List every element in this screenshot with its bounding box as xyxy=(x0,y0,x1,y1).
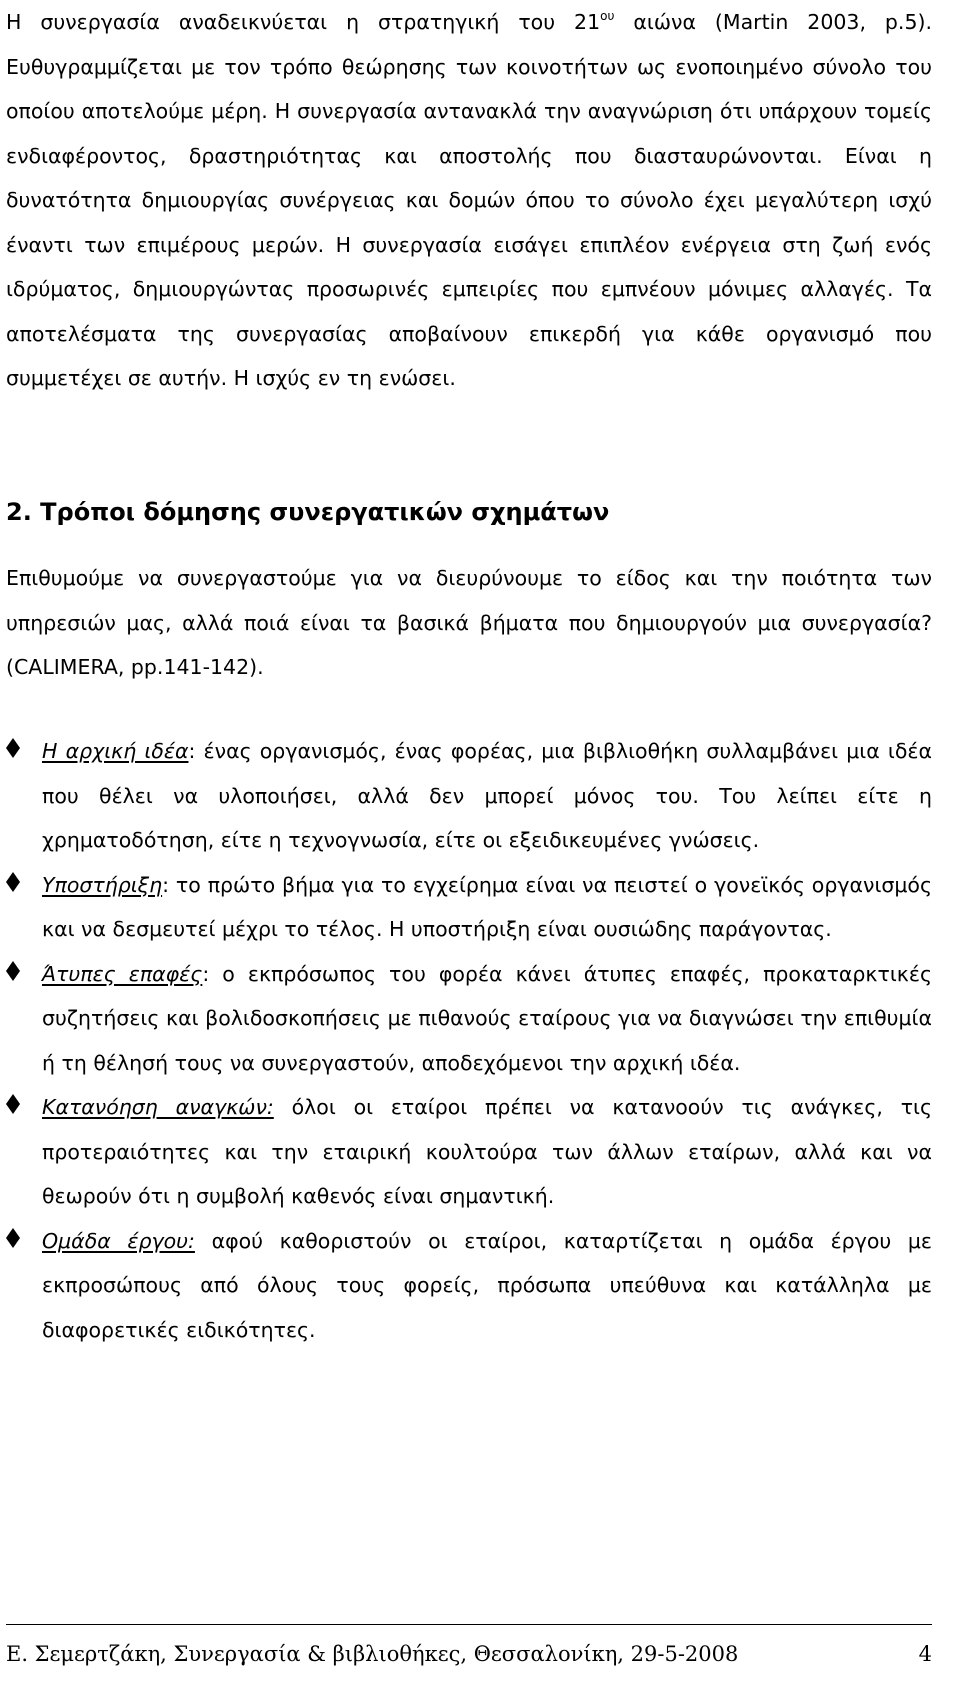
step-description: όλοι οι εταίροι πρέπει να κατανοούν τις ανάγκες, τις προτεραιότητες και την εταιρική κουλτούρα των άλλων εταίρων, αλλά και να θεωρούν ότι η συμβολή καθενός είναι σημαντική. xyxy=(42,1095,933,1208)
step-term: Ομάδα έργου: xyxy=(42,1228,195,1253)
step-term: Η αρχική ιδέα xyxy=(42,739,189,763)
steps-list xyxy=(0,729,960,1352)
page-number: 4 xyxy=(918,1642,932,1666)
step-term: Κατανόηση αναγκών: xyxy=(42,1095,274,1119)
step-description: : ένας οργανισμός, ένας φορέας, μια βιβλιοθήκη συλλαμβάνει μια ιδέα που θέλει να υλοποιήσει, αλλά δεν μπορεί μόνος του. Του λείπει είτε η χρηματοδότηση, είτε η τεχνογνωσία, είτε οι εξειδικευμένες γνώσεις. xyxy=(42,739,932,852)
diamond-bullet-icon xyxy=(6,872,20,892)
footer-rule xyxy=(6,1624,932,1625)
step-description: : ο εκπρόσωπος του φορέα κάνει άτυπες επαφές, προκαταρκτικές συζητήσεις και βολιδοσκοπήσεις με πιθανούς εταίρους για να διαγνώσει την επιθυμία ή τη θέλησή τους να συνεργαστούν, αποδεχόμενοι την αρχική ιδέα. xyxy=(42,961,932,1075)
ordinal-superscript: ου xyxy=(600,9,615,23)
diamond-bullet-icon xyxy=(6,1228,20,1248)
diamond-bullet-icon xyxy=(6,738,20,758)
diamond-bullet-icon xyxy=(6,961,20,981)
section-heading: 2. Τρόποι δόμησης συνεργατικών σχημάτων xyxy=(6,498,610,526)
section-paragraph: Επιθυμούμε να συνεργαστούμε για να διευρύνουμε το είδος και την ποιότητα των υπηρεσιών μας, αλλά ποιά είναι τα βασικά βήματα που δημιουργούν μια συνεργασία? (CALIMERA, pp.141-142). xyxy=(6,566,932,679)
diamond-bullet-icon xyxy=(6,1094,20,1114)
step-term: Υποστήριξη xyxy=(42,872,163,897)
list-item xyxy=(0,952,960,1086)
intro-text-start: Η συνεργασία αναδεικνύεται η στρατηγική του 21 xyxy=(6,10,601,34)
step-description: αφού καθοριστούν οι εταίροι, καταρτίζεται η ομάδα έργου με εκπροσώπους από όλους τους φορείς, πρόσωπα υπεύθυνα και κατάλληλα με διαφορετικές ειδικότητες. xyxy=(42,1228,932,1342)
step-description: : το πρώτο βήμα για το εγχείρημα είναι να πειστεί ο γονεϊκός οργανισμός και να δεσμευτεί μέχρι το τέλος. Η υποστήριξη είναι ουσιώδης παράγοντας. xyxy=(42,872,932,941)
footer-citation: Ε. Σεμερτζάκη, Συνεργασία & βιβλιοθήκες, Θεσσαλονίκη, 29-5-2008 xyxy=(6,1642,739,1666)
step-term: Άτυπες επαφές xyxy=(42,961,203,986)
intro-paragraph xyxy=(6,0,932,401)
list-item xyxy=(0,1219,960,1353)
list-item xyxy=(0,1085,960,1219)
list-item xyxy=(0,863,960,952)
list-item xyxy=(0,729,960,863)
intro-text-rest: αιώνα (Martin 2003, p.5). Ευθυγραμμίζεται με τον τρόπο θεώρησης των κοινοτήτων ως ενοποιημένο σύνολο του οποίου αποτελούμε μέρη. Η συνεργασία αντανακλά την αναγνώριση ότι υπάρχουν τομείς ενδιαφέροντος, δραστηριότητας και αποστολής που διασταυρώνονται. Είναι η δυνατότητα δημιουργίας συνέργειας και δομών όπου το σύνολο έχει μεγαλύτερη ισχύ έναντι των επιμέρους μερών. Η συνεργασία εισάγει επιπλέον ενέργεια στη ζωή ενός ιδρύματος, δημιουργώντας προσωρινές εμπειρίες που εμπνέουν μόνιμες αλλαγές. Τα αποτελέσματα της συνεργασίας αποβαίνουν επικερδή για κάθε οργανισμό που συμμετέχει σε αυτήν. Η ισχύς εν τη ενώσει. xyxy=(6,10,933,390)
